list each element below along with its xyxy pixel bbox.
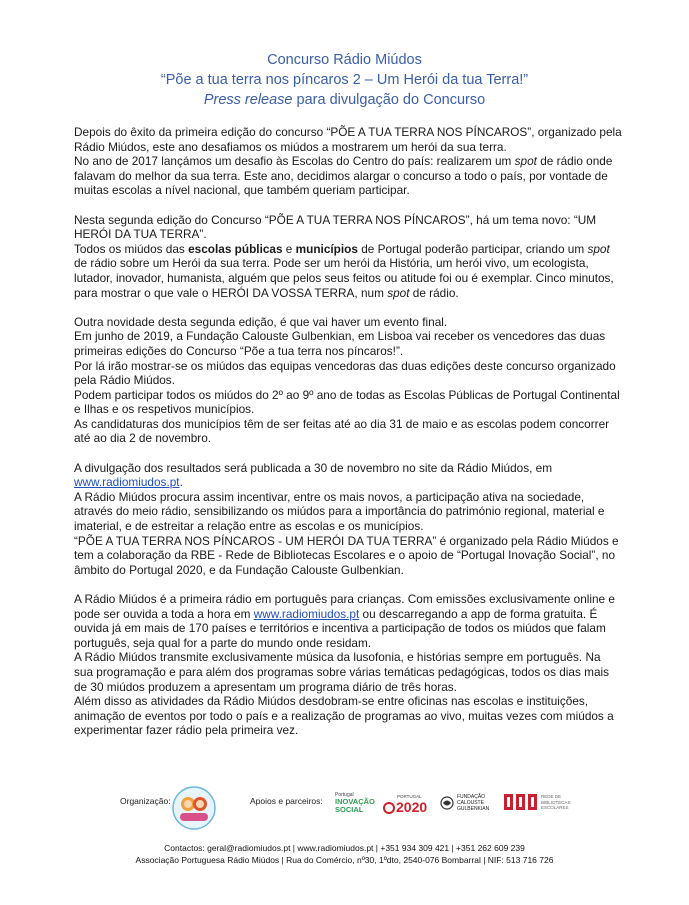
document-header: [0, 50, 689, 110]
document-body: [74, 125, 622, 738]
press-release-label: Press release: [203, 92, 293, 108]
header-subtitle: “Põe a tua terra nos píncaros 2 – Um Herói da tua Terra!”: [160, 72, 529, 88]
text-italic: spot: [387, 285, 410, 300]
logo-text: ESCOLARES: [541, 805, 569, 810]
rbe-logo: [504, 792, 574, 822]
paragraph-winners: Por lá irão mostrar-se os miúdos das equipas vencedoras das duas edições deste concurso organizado pela Rádio Miúdos.: [74, 358, 616, 388]
text-italic: spot: [587, 241, 610, 256]
header-title: Concurso Rádio Miúdos: [267, 52, 422, 68]
text: A Rádio Miúdos é a primeira rádio em português para crianças. Com emissões exclusivamente online e pode ser ouvida a toda a hora em: [74, 592, 615, 621]
logo-text: INOVAÇÃO: [335, 797, 375, 806]
website-link[interactable]: www.radiomiudos.pt: [74, 475, 180, 490]
paragraph-mission: A Rádio Miúdos procura assim incentivar, entre os mais novos, a participação ativa na sociedade, através do meio rádio, sensibilizando os miúdos para a importância do património regional, material e imaterial, e de estreitar a relação entre as escolas e os municípios.: [74, 489, 605, 534]
text-bold: municípios: [295, 241, 358, 256]
logo-text: SOCIAL: [335, 805, 364, 814]
paragraph-novelty: Outra novidade desta segunda edição, é que vai haver um evento final.: [74, 314, 448, 329]
paragraph-eligibility: Podem participar todos os miúdos do 2º ao 9º ano de todas as Escolas Públicas de Portugal Continental e Ilhas e os respetivos municípios.: [74, 387, 620, 417]
contacts-line: Contactos: geral@radiomiudos.pt | www.radiomiudos.pt | +351 934 309 421 | +351 262 609 239: [164, 843, 525, 853]
gulbenkian-logo: [440, 794, 500, 822]
logo-text: FUNDAÇÃO: [457, 794, 486, 800]
text: de rádio.: [409, 285, 459, 300]
paragraph-results: [74, 461, 622, 490]
paragraph-music: A Rádio Miúdos transmite exclusivamente música da lusofonia, e histórias sempre em português. Na sua programação e para além dos programas sobre várias temáticas pedagógicas, todos os dias mais de 30 miúdos produzem a apresentam um programa diário de três horas.: [74, 650, 610, 694]
paragraph-theme: Nesta segunda edição do Concurso “PÕE A TUA TERRA NOS PÍNCAROS”, há um tema novo: “UM HERÓI DA TUA TERRA”.: [74, 212, 597, 242]
text-bold: escolas públicas: [188, 241, 283, 256]
address-line: Associação Portuguesa Rádio Miúdos | Rua do Comércio, nº30, 1ºdto, 2540-076 Bombarral | NIF: 513 716 726: [135, 855, 554, 865]
gulbenkian-emblem-icon: [440, 796, 454, 810]
paragraph-event: Em junho de 2019, a Fundação Calouste Gulbenkian, em Lisboa vai receber os vencedores das duas primeiras edições do Concurso “Põe a tua terra nos píncaros!”.: [74, 329, 606, 358]
paragraph-about: [74, 592, 622, 650]
text: de Portugal poderão participar, criando um: [357, 241, 588, 256]
logo-text: CALOUSTE: [457, 800, 484, 806]
rbe-mark-icon: [504, 794, 538, 810]
paragraph-activities: Além disso as atividades da Rádio Miúdos desdobram-se entre oficinas nas escolas e instituições, animação de eventos por todo o país e a realização de programas ao vivo, muitas vezes com miúdos a experimentar fazer rádio pela primeira vez.: [74, 694, 614, 738]
text: de rádio onde falavam do melhor da sua terra. Este ano, decidimos alargar o concurso a todo o país, por vontade de muitas escolas a nível nacional, que também queriam participar.: [74, 154, 613, 198]
logo-text: PORTUGAL: [397, 794, 422, 799]
paragraph-partners: “PÕE A TUA TERRA NOS PÍNCAROS - UM HERÓI DA TUA TERRA” é organizado pela Rádio Miúdos e tem a colaboração da RBE - Rede de Bibliotecas Escolares e o apoio de “Portugal Inovação Social”, no âmbito do Portugal 2020, e da Fundação Calouste Gulbenkian.: [74, 533, 619, 577]
logo-text: REDE DE: [541, 794, 562, 799]
paragraph-participants: [74, 242, 622, 300]
text: .: [179, 475, 183, 490]
p2020-swirl-icon: [383, 802, 395, 814]
footer-logos: [0, 788, 689, 838]
text-italic: spot: [514, 154, 537, 169]
text: No ano de 2017 lançámos um desafio às Escolas do Centro do país: realizarem um: [74, 154, 515, 169]
portugal-2020-logo: [383, 792, 433, 822]
organization-label: Organização:: [120, 796, 171, 806]
paragraph-intro: Depois do êxito da primeira edição do concurso “PÕE A TUA TERRA NOS PÍNCAROS”, organizado pela Rádio Miúdos, este ano desafiamos os miúdos a mostrarem um herói da sua terra.: [74, 125, 622, 154]
paragraph-deadlines: As candidaturas dos municípios têm de ser feitas até ao dia 31 de maio e as escolas podem concorrer até ao dia 2 de novembro.: [74, 416, 610, 446]
text: A divulgação dos resultados será publicada a 30 de novembro no site da Rádio Miúdos, em: [74, 460, 553, 475]
text: e: [282, 241, 296, 256]
text: de rádio sobre um Herói da sua terra. Pode ser um herói da História, um herói vivo, um ecologista, lutador, inovador, humanista, alguém que pelos seus feitos ou atitude foi ou é exemplar. Cinco minutos, para mostrar o que vale o HERÓI DA VOSSA TERRA, num: [74, 256, 614, 300]
paragraph-2017: [74, 154, 622, 198]
support-label: Apoios e parceiros:: [250, 796, 323, 806]
text: ou descarregando a app de forma gratuita. É ouvida já em mais de 170 países e territórios e incentiva a participação de todos os miúdos que falam português, seja qual for a parte do mundo onde residam.: [74, 606, 606, 650]
radio-miudos-logo: [172, 786, 216, 830]
portugal-inovacao-social-logo: [335, 792, 379, 828]
logo-text: 2020: [396, 799, 428, 815]
press-release-rest: para divulgação do Concurso: [292, 92, 486, 108]
logo-text: Portugal: [335, 792, 354, 798]
text: Todos os miúdos das: [74, 241, 189, 256]
website-link-2[interactable]: www.radiomiudos.pt: [253, 606, 360, 621]
header-press-release: [0, 90, 689, 110]
footer-contacts: [0, 842, 689, 866]
logo-text: BIBLIOTECAS: [541, 799, 571, 805]
logo-text: GULBENKIAN: [457, 806, 490, 812]
